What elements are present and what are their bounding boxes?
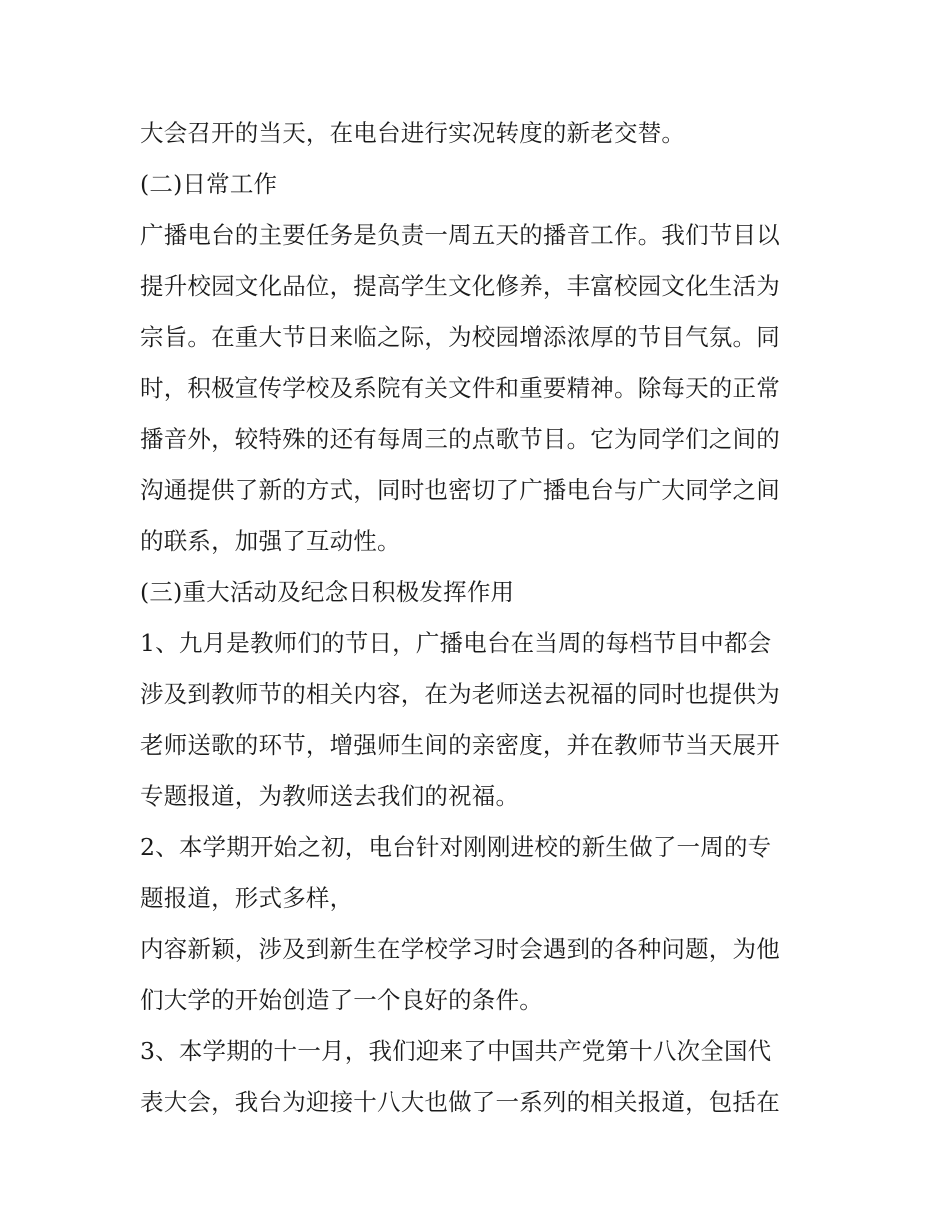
text-line: 内容新颖，涉及到新生在学校学习时会遇到的各种问题，为他	[140, 935, 780, 963]
text-line: 的联系，加强了互动性。	[140, 527, 401, 555]
text-line: 大会召开的当天，在电台进行实况转度的新老交替。	[140, 119, 686, 147]
text-line: 时，积极宣传学校及系院有关文件和重要精神。除每天的正常	[140, 374, 780, 402]
text-line: 宗旨。在重大节日来临之际，为校园增添浓厚的节目气氛。同	[140, 323, 780, 351]
section-heading: (二)日常工作	[140, 170, 278, 198]
text-line: 播音外，较特殊的还有每周三的点歌节目。它为同学们之间的	[140, 425, 780, 453]
text-line: 老师送歌的环节，增强师生间的亲密度，并在教师节当天展开	[140, 731, 780, 759]
text-line: 们大学的开始创造了一个良好的条件。	[140, 986, 543, 1014]
text-line: 提升校园文化品位，提高学生文化修养，丰富校园文化生活为	[140, 272, 780, 300]
text-line: 专题报道，为教师送去我们的祝福。	[140, 782, 520, 810]
section-heading: (三)重大活动及纪念日积极发挥作用	[140, 578, 515, 606]
text-line: 表大会，我台为迎接十八大也做了一系列的相关报道，包括在	[140, 1088, 780, 1116]
body-text	[140, 108, 840, 1128]
text-line: 2、本学期开始之初，电台针对刚刚进校的新生做了一周的专	[140, 833, 772, 861]
text-line: 题报道，形式多样，	[140, 884, 354, 912]
text-line: 涉及到教师节的相关内容，在为老师送去祝福的同时也提供为	[140, 680, 780, 708]
text-line: 1、九月是教师们的节日，广播电台在当周的每档节目中都会	[140, 629, 772, 657]
text-line: 沟通提供了新的方式，同时也密切了广播电台与广大同学之间	[140, 476, 780, 504]
text-line: 广播电台的主要任务是负责一周五天的播音工作。我们节目以	[140, 221, 780, 249]
text-line: 3、本学期的十一月，我们迎来了中国共产党第十八次全国代	[140, 1037, 772, 1065]
